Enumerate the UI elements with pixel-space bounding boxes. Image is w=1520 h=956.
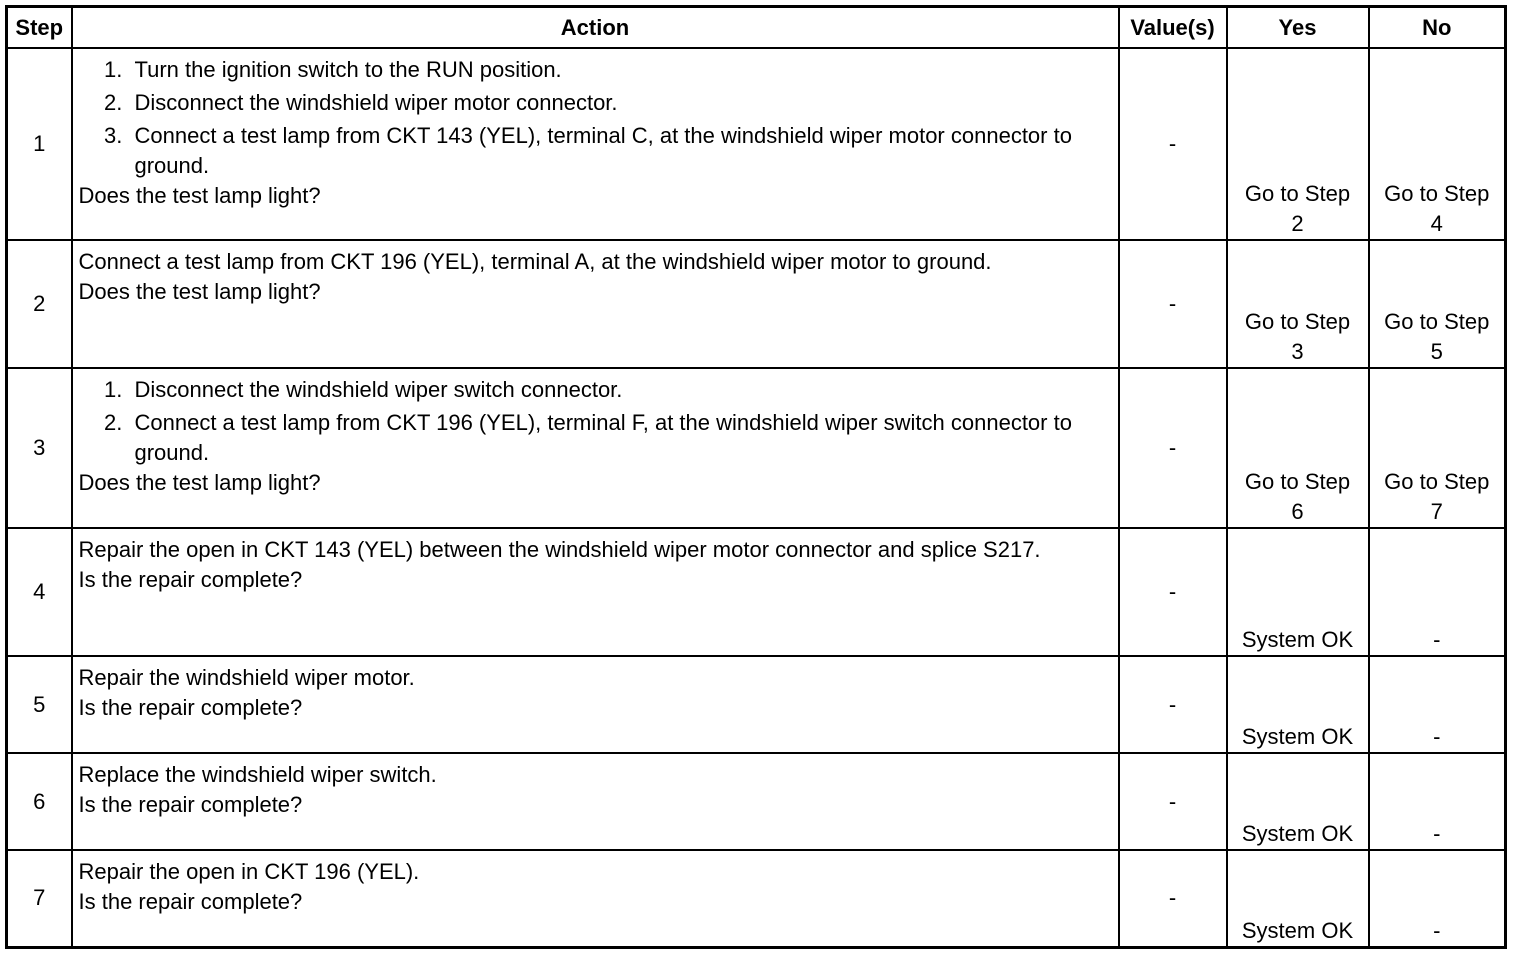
- value-cell: -: [1119, 240, 1227, 368]
- table-row: [7, 656, 1506, 753]
- yes-cell: System OK: [1227, 656, 1369, 753]
- yes-line-1: Go to Step: [1244, 309, 1351, 334]
- action-cell: [72, 368, 1119, 528]
- action-cell: [72, 528, 1119, 656]
- header-action: Action: [72, 7, 1119, 49]
- step-number: 5: [7, 656, 72, 753]
- header-step: Step: [7, 7, 72, 49]
- action-text: Repair the windshield wiper motor.: [78, 665, 415, 690]
- no-line-2: 7: [1430, 499, 1443, 524]
- no-cell: -: [1369, 528, 1506, 656]
- yes-cell: [1227, 48, 1369, 240]
- no-cell: [1369, 48, 1506, 240]
- instruction-item: 3. Connect a test lamp from CKT 143 (YEL), terminal C, at the windshield wiper motor connector to ground.: [129, 121, 1112, 181]
- step-number: 4: [7, 528, 72, 656]
- no-line-1: Go to Step: [1384, 181, 1490, 206]
- action-question: Is the repair complete?: [78, 567, 303, 592]
- value-cell: -: [1119, 48, 1227, 240]
- yes-line-2: 2: [1291, 211, 1304, 236]
- value-cell: -: [1119, 753, 1227, 850]
- action-text: Connect a test lamp from CKT 196 (YEL), terminal A, at the windshield wiper motor to ground.: [78, 249, 992, 274]
- header-values: Value(s): [1119, 7, 1227, 49]
- step-number: 3: [7, 368, 72, 528]
- yes-cell: System OK: [1227, 753, 1369, 850]
- no-line-2: 5: [1430, 339, 1443, 364]
- yes-cell: [1227, 368, 1369, 528]
- action-cell: [72, 753, 1119, 850]
- action-question: Is the repair complete?: [78, 792, 303, 817]
- value-cell: -: [1119, 656, 1227, 753]
- table-row: [7, 528, 1506, 656]
- yes-line-2: 3: [1291, 339, 1304, 364]
- step-number: 2: [7, 240, 72, 368]
- yes-line-2: 6: [1291, 499, 1304, 524]
- table-row: [7, 48, 1506, 240]
- instruction-item: 2. Connect a test lamp from CKT 196 (YEL), terminal F, at the windshield wiper switch connector to ground.: [129, 408, 1112, 468]
- step-number: 6: [7, 753, 72, 850]
- instruction-item: 1. Disconnect the windshield wiper switch connector.: [129, 375, 1112, 405]
- yes-line-1: Go to Step: [1244, 469, 1351, 494]
- instruction-list: [79, 375, 1112, 468]
- instruction-list: [79, 55, 1112, 181]
- no-line-1: Go to Step: [1384, 309, 1490, 334]
- diagnostic-table: [5, 5, 1507, 949]
- yes-cell: System OK: [1227, 850, 1369, 947]
- action-cell: [72, 240, 1119, 368]
- no-line-2: 4: [1430, 211, 1443, 236]
- no-line-1: Go to Step: [1384, 469, 1490, 494]
- action-cell: [72, 48, 1119, 240]
- header-row: [7, 7, 1506, 49]
- action-question: Does the test lamp light?: [78, 183, 321, 208]
- action-question: Does the test lamp light?: [78, 279, 321, 304]
- value-cell: -: [1119, 528, 1227, 656]
- no-cell: [1369, 240, 1506, 368]
- no-cell: -: [1369, 753, 1506, 850]
- header-no: No: [1369, 7, 1506, 49]
- action-question: Does the test lamp light?: [78, 470, 321, 495]
- table-row: [7, 240, 1506, 368]
- action-text: Repair the open in CKT 196 (YEL).: [78, 859, 420, 884]
- value-cell: -: [1119, 368, 1227, 528]
- step-number: 7: [7, 850, 72, 947]
- action-text: Repair the open in CKT 143 (YEL) between the windshield wiper motor connector and splice S217.: [78, 537, 1041, 562]
- value-cell: -: [1119, 850, 1227, 947]
- yes-line-1: Go to Step: [1244, 181, 1351, 206]
- action-cell: [72, 656, 1119, 753]
- instruction-item: 2. Disconnect the windshield wiper motor connector.: [129, 88, 1112, 118]
- no-cell: [1369, 368, 1506, 528]
- table-row: [7, 753, 1506, 850]
- yes-cell: [1227, 240, 1369, 368]
- action-question: Is the repair complete?: [78, 889, 303, 914]
- action-question: Is the repair complete?: [78, 695, 303, 720]
- diagnostic-table-container: [5, 5, 1507, 949]
- table-row: [7, 850, 1506, 947]
- header-yes: Yes: [1227, 7, 1369, 49]
- step-number: 1: [7, 48, 72, 240]
- no-cell: -: [1369, 850, 1506, 947]
- no-cell: -: [1369, 656, 1506, 753]
- action-cell: [72, 850, 1119, 947]
- action-text: Replace the windshield wiper switch.: [78, 762, 437, 787]
- yes-cell: System OK: [1227, 528, 1369, 656]
- instruction-item: 1. Turn the ignition switch to the RUN position.: [129, 55, 1112, 85]
- table-row: [7, 368, 1506, 528]
